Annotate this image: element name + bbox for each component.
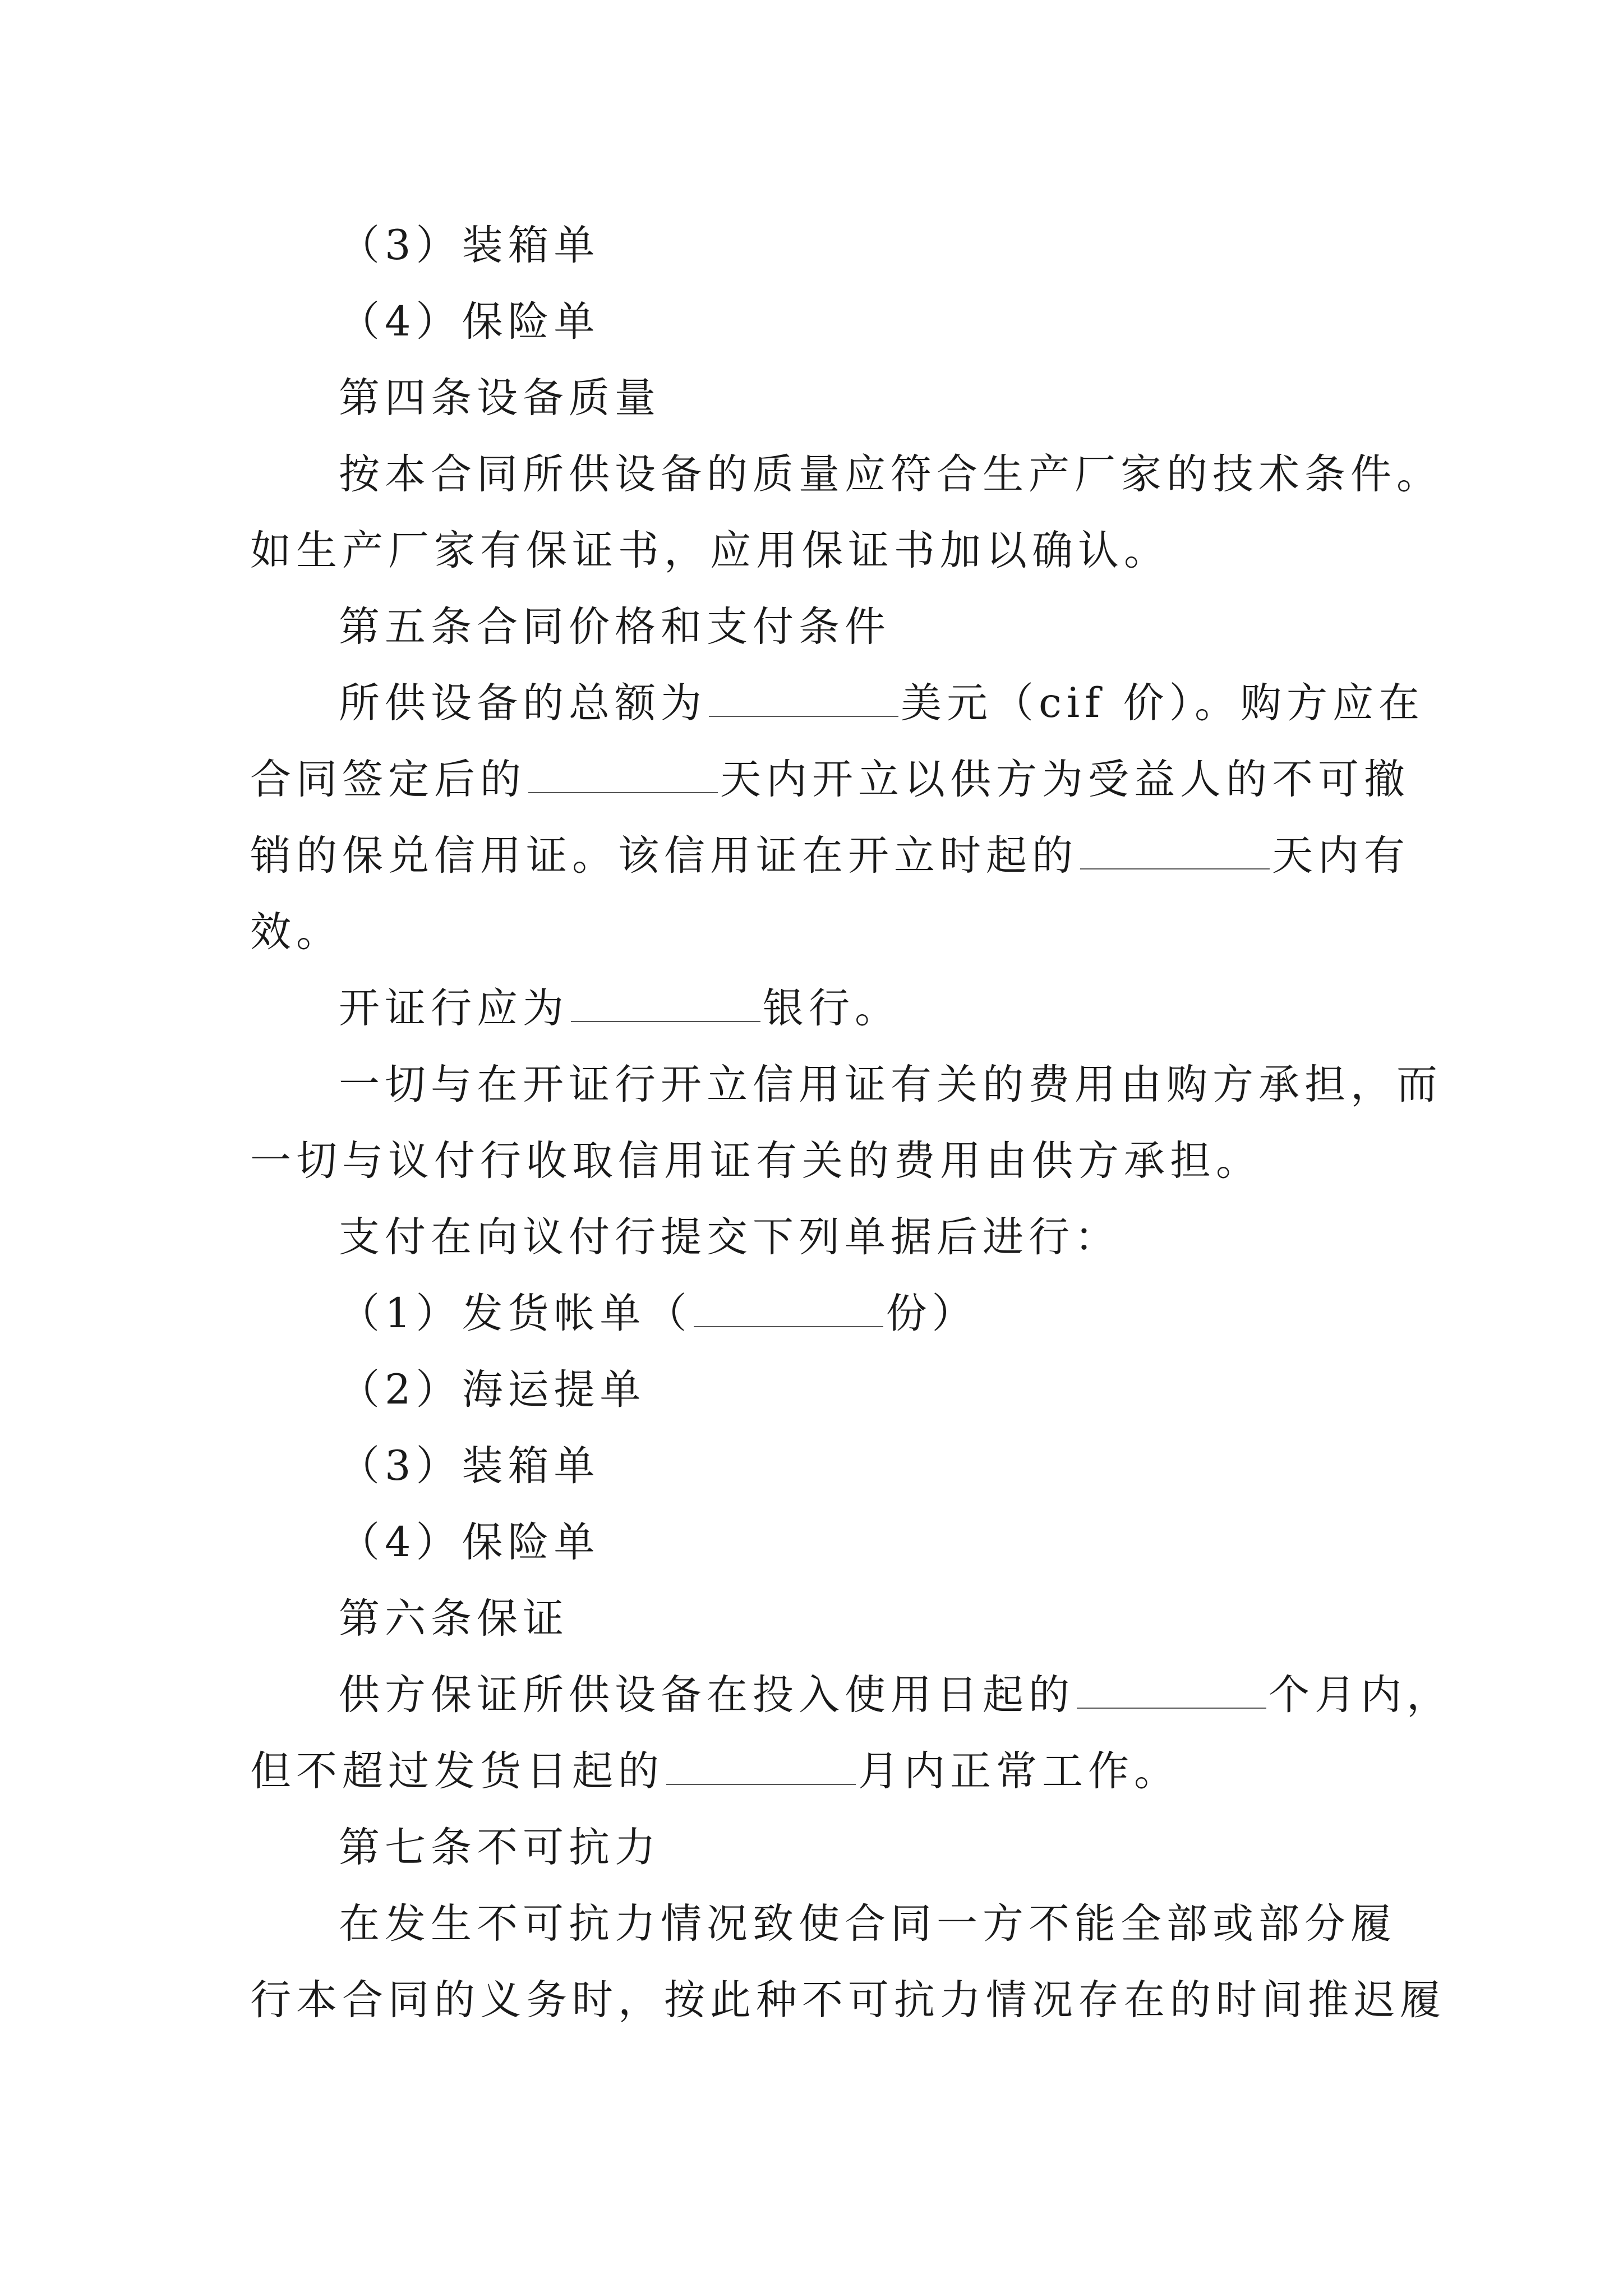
- article-6-warranty: 供方保证所供设备在投入使用日起的 个月内，: [339, 1671, 1453, 1719]
- article-6-warranty-cont: 但不超过发货日起的 月内正常工作。: [250, 1747, 1180, 1795]
- item-packing-list: （3）装箱单: [339, 222, 600, 269]
- document-body: [250, 208, 1453, 2039]
- fill-blank-months-use[interactable]: [1077, 1674, 1266, 1709]
- article-5-lc-validity-end: 效。: [250, 908, 342, 956]
- article-5-lc-days: 合同签定后的 天内开立以供方为受益人的不可撤: [250, 756, 1410, 803]
- article-5-fees: 一切与在开证行开立信用证有关的费用由购方承担，而: [339, 1061, 1442, 1108]
- fill-blank-copies[interactable]: [694, 1292, 883, 1327]
- fill-blank-months-shipment[interactable]: [666, 1750, 856, 1785]
- article-5-lc-validity: 销的保兑信用证。该信用证在开立时起的 天内有: [250, 832, 1410, 880]
- item-bill-of-lading: （2）海运提单: [339, 1366, 646, 1414]
- article-4-text: 按本合同所供设备的质量应符合生产厂家的技术条件。: [339, 450, 1442, 498]
- article-4-text-cont: 如生产厂家有保证书，应用保证书加以确认。: [250, 527, 1170, 574]
- article-5-total-amount: 所供设备的总额为 美元（cif 价）。购方应在: [339, 679, 1424, 727]
- article-5-fees-cont: 一切与议付行收取信用证有关的费用由供方承担。: [250, 1137, 1262, 1185]
- item-insurance-policy: （4）保险单: [339, 298, 600, 346]
- article-7-text-cont: 行本合同的义务时，按此种不可抗力情况存在的时间推迟履: [250, 1976, 1446, 2024]
- item-insurance-policy-2: （4）保险单: [339, 1519, 600, 1566]
- article-6-heading: 第六条保证: [339, 1595, 569, 1642]
- article-7-heading: 第七条不可抗力: [339, 1824, 661, 1871]
- article-4-heading: 第四条设备质量: [339, 374, 661, 422]
- item-packing-list-2: （3）装箱单: [339, 1442, 600, 1490]
- article-7-text: 在发生不可抗力情况致使合同一方不能全部或部分履: [339, 1900, 1396, 1948]
- article-5-heading: 第五条合同价格和支付条件: [339, 603, 891, 651]
- fill-blank-bank[interactable]: [571, 987, 760, 1022]
- fill-blank-open-days[interactable]: [528, 758, 718, 793]
- article-5-issuing-bank: 开证行应为 银行。: [339, 984, 901, 1032]
- item-invoice: （1）发货帐单（ 份）: [339, 1290, 978, 1337]
- fill-blank-valid-days[interactable]: [1080, 835, 1270, 869]
- fill-blank-amount[interactable]: [709, 682, 898, 717]
- article-5-payment-docs: 支付在向议付行提交下列单据后进行：: [339, 1213, 1121, 1261]
